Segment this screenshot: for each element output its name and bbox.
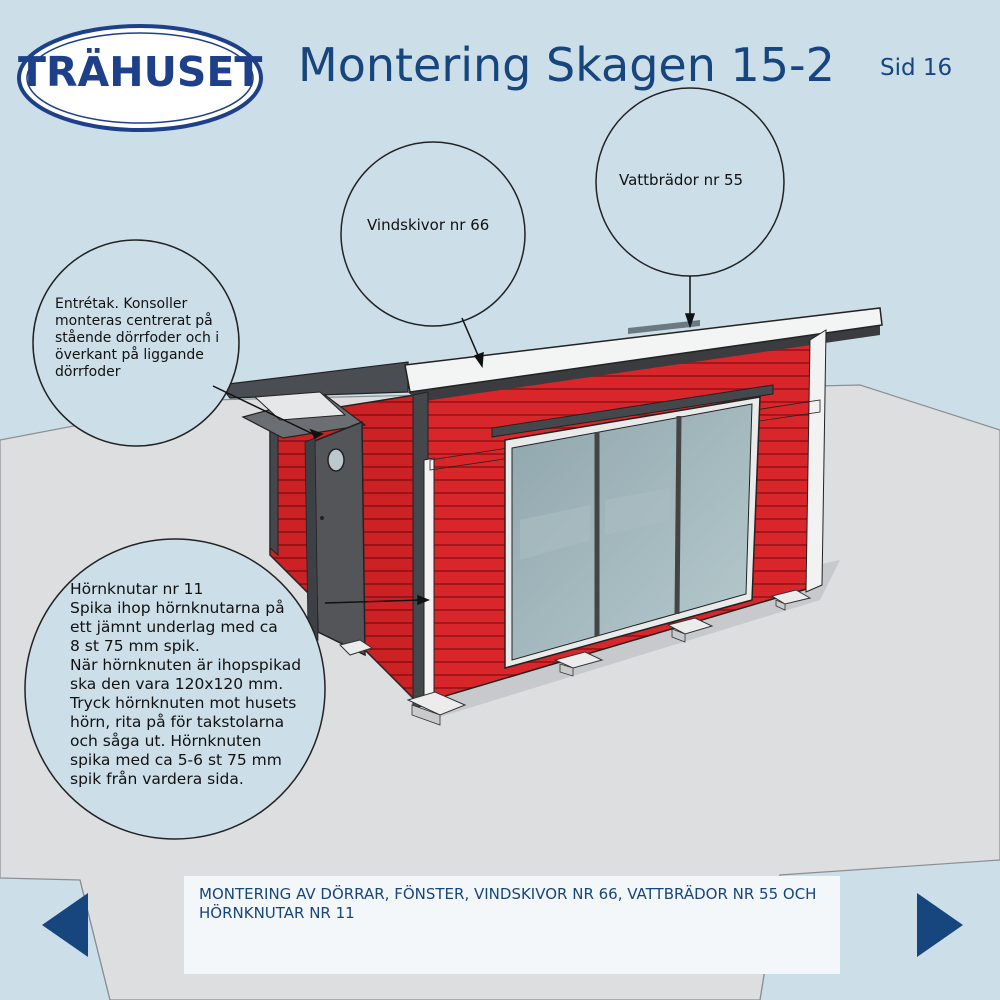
callout-hornknutar [70, 580, 301, 789]
caption-text: MONTERING AV DÖRRAR, FÖNSTER, VINDSKIVOR NR 66, VATTBRÄDOR NR 55 OCH HÖRNKNUTAR NR 11 [199, 885, 817, 922]
callout-hornknutar-line: hörn, rita på för takstolarna [70, 713, 285, 731]
callout-hornknutar-line: ett jämnt underlag med ca [70, 618, 278, 636]
callout-hornknutar-line: 8 st 75 mm spik. [70, 637, 200, 655]
callout-hornknutar-line: och såga ut. Hörnknuten [70, 732, 262, 750]
page-number: Sid 16 [880, 55, 953, 81]
prev-page-button[interactable] [42, 893, 92, 955]
callout-vindskivor: Vindskivor nr 66 [367, 216, 490, 234]
callout-hornknutar-line: Hörnknutar nr 11 [70, 580, 204, 598]
callout-hornknutar-line: spik från vardera sida. [70, 770, 244, 788]
callout-entretak-line: Entrétak. Konsoller [55, 296, 188, 312]
callout-hornknutar-line: När hörnknuten är ihopspikad [70, 656, 302, 674]
brand-logo-text: TRÄHUSET [18, 48, 263, 96]
callout-entretak-line: överkant på liggande [55, 347, 204, 363]
callout-entretak-line: dörrfoder [55, 364, 121, 380]
corner-trim-front [424, 458, 434, 703]
callout-vattbrador: Vattbrädor nr 55 [619, 171, 744, 189]
callout-hornknutar-line: spika med ca 5-6 st 75 mm [70, 751, 282, 769]
callout-entretak-line: stående dörrfoder och i [55, 330, 220, 346]
callout-entretak [55, 296, 219, 381]
callout-hornknutar-line: ska den vara 120x120 mm. [70, 675, 284, 693]
callout-hornknutar-line: Spika ihop hörnknutarna på [70, 599, 285, 617]
callout-hornknutar-line: Tryck hörnknuten mot husets [70, 694, 297, 712]
callout-entretak-line: monteras centrerat på [55, 313, 213, 329]
page-title: Montering Skagen 15-2 [298, 38, 835, 92]
next-page-button[interactable] [917, 893, 967, 955]
callout-circle-vindskivor [341, 142, 525, 326]
